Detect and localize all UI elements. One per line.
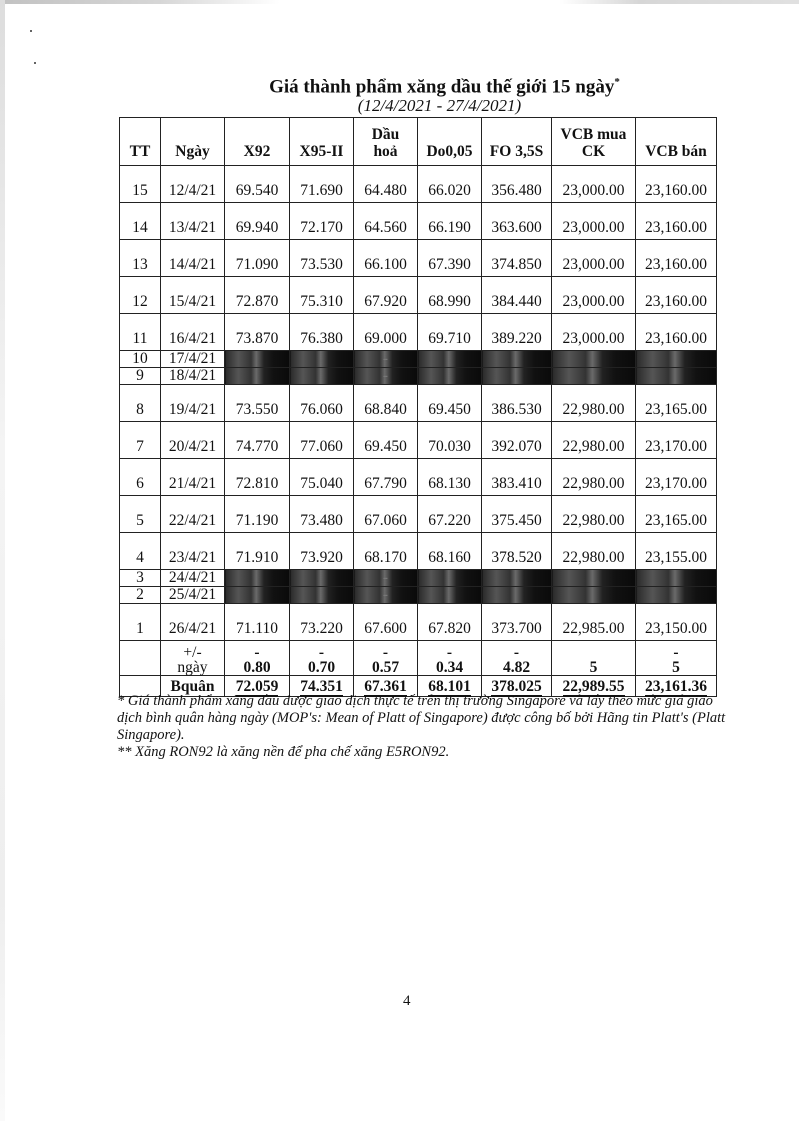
cell-fuel-oil [482, 368, 552, 385]
cell-vcb-buy: 22,980.00 [552, 533, 636, 570]
cell-x95: 73.220 [290, 604, 354, 641]
cell-x95: 72.170 [290, 203, 354, 240]
table-row [120, 385, 717, 422]
cell-vcb-buy [552, 368, 636, 385]
cell-date: 13/4/21 [161, 203, 225, 240]
cell-date: 20/4/21 [161, 422, 225, 459]
cell-diesel: 66.020 [418, 166, 482, 203]
fuel-price-table [119, 117, 717, 697]
table-header-row [120, 118, 717, 166]
header-date: Ngày [161, 118, 225, 166]
daily-change-row [120, 641, 717, 676]
cell-kerosene: 64.560 [354, 203, 418, 240]
average-kerosene: 67.361 [354, 676, 418, 697]
cell-fuel-oil: 356.480 [482, 166, 552, 203]
cell-vcb-buy: 23,000.00 [552, 203, 636, 240]
cell-kerosene: 64.480 [354, 166, 418, 203]
scan-speck [34, 62, 36, 64]
cell-x92: 71.910 [225, 533, 290, 570]
cell-vcb-buy: 22,980.00 [552, 459, 636, 496]
cell-date: 25/4/21 [161, 587, 225, 604]
cell-kerosene: 69.000 [354, 314, 418, 351]
table-row [120, 496, 717, 533]
cell-tt: 9 [120, 368, 161, 385]
cell-vcb-sell [636, 368, 717, 385]
cell-fuel-oil: 389.220 [482, 314, 552, 351]
cell-tt: 7 [120, 422, 161, 459]
average-diesel: 68.101 [418, 676, 482, 697]
cell-kerosene: 67.790 [354, 459, 418, 496]
table-row [120, 604, 717, 641]
cell-x92: 69.940 [225, 203, 290, 240]
cell-date: 22/4/21 [161, 496, 225, 533]
cell-x95: 73.920 [290, 533, 354, 570]
cell-kerosene: - [354, 368, 418, 385]
cell-x92: 71.090 [225, 240, 290, 277]
cell-tt: 15 [120, 166, 161, 203]
weekend-row [120, 351, 717, 368]
cell-date: 17/4/21 [161, 351, 225, 368]
cell-date: 12/4/21 [161, 166, 225, 203]
cell-x92: 71.190 [225, 496, 290, 533]
cell-vcb-sell: 23,165.00 [636, 496, 717, 533]
cell-date: 21/4/21 [161, 459, 225, 496]
average-label: Bquân [161, 676, 225, 697]
scan-speck [30, 30, 32, 32]
table-row [120, 277, 717, 314]
cell-vcb-buy: 22,985.00 [552, 604, 636, 641]
cell-kerosene: - [354, 587, 418, 604]
cell-fuel-oil: 373.700 [482, 604, 552, 641]
cell-vcb-sell: 23,165.00 [636, 385, 717, 422]
header-vcb-buy: VCB mua CK [552, 118, 636, 166]
cell-x92: 73.870 [225, 314, 290, 351]
cell-tt: 13 [120, 240, 161, 277]
cell-diesel [418, 368, 482, 385]
cell-tt: 12 [120, 277, 161, 314]
cell-x92 [225, 351, 290, 368]
cell-vcb-buy: 23,000.00 [552, 166, 636, 203]
cell-x92 [225, 570, 290, 587]
cell-vcb-buy [552, 587, 636, 604]
cell-diesel [418, 570, 482, 587]
cell-kerosene: 69.450 [354, 422, 418, 459]
cell-date: 26/4/21 [161, 604, 225, 641]
cell-x92: 72.810 [225, 459, 290, 496]
delta-empty-cell [120, 641, 161, 676]
cell-vcb-sell: 23,160.00 [636, 277, 717, 314]
header-x92: X92 [225, 118, 290, 166]
cell-x95 [290, 570, 354, 587]
cell-x92: 69.540 [225, 166, 290, 203]
cell-tt: 10 [120, 351, 161, 368]
cell-tt: 3 [120, 570, 161, 587]
weekend-row [120, 570, 717, 587]
cell-diesel: 69.710 [418, 314, 482, 351]
delta-kerosene: - 0.57 [354, 641, 418, 676]
delta-label: +/- ngày [161, 641, 225, 676]
cell-kerosene: 67.060 [354, 496, 418, 533]
cell-x92: 71.110 [225, 604, 290, 641]
cell-diesel: 70.030 [418, 422, 482, 459]
cell-vcb-sell: 23,160.00 [636, 166, 717, 203]
cell-x95: 76.380 [290, 314, 354, 351]
cell-diesel: 66.190 [418, 203, 482, 240]
footnotes [117, 693, 732, 761]
cell-fuel-oil: 384.440 [482, 277, 552, 314]
title-footnote-mark: * [614, 76, 620, 88]
cell-fuel-oil: 374.850 [482, 240, 552, 277]
scan-edge-left [0, 0, 5, 1121]
header-x95: X95-II [290, 118, 354, 166]
cell-kerosene: 68.170 [354, 533, 418, 570]
average-vcb-sell: 23,161.36 [636, 676, 717, 697]
cell-tt: 6 [120, 459, 161, 496]
cell-tt: 8 [120, 385, 161, 422]
cell-kerosene: 68.840 [354, 385, 418, 422]
cell-tt: 11 [120, 314, 161, 351]
cell-fuel-oil: 383.410 [482, 459, 552, 496]
cell-kerosene: 66.100 [354, 240, 418, 277]
cell-x92: 74.770 [225, 422, 290, 459]
average-fuel-oil: 378.025 [482, 676, 552, 697]
cell-date: 24/4/21 [161, 570, 225, 587]
cell-date: 19/4/21 [161, 385, 225, 422]
cell-vcb-buy [552, 351, 636, 368]
cell-vcb-buy: 22,980.00 [552, 422, 636, 459]
table-row [120, 203, 717, 240]
cell-fuel-oil: 386.530 [482, 385, 552, 422]
cell-date: 23/4/21 [161, 533, 225, 570]
cell-kerosene: - [354, 570, 418, 587]
cell-tt: 1 [120, 604, 161, 641]
cell-fuel-oil: 363.600 [482, 203, 552, 240]
cell-vcb-buy: 23,000.00 [552, 314, 636, 351]
cell-kerosene: - [354, 351, 418, 368]
header-tt: TT [120, 118, 161, 166]
cell-date: 18/4/21 [161, 368, 225, 385]
cell-fuel-oil: 392.070 [482, 422, 552, 459]
delta-vcb-sell: - 5 [636, 641, 717, 676]
cell-fuel-oil: 375.450 [482, 496, 552, 533]
cell-vcb-sell: 23,160.00 [636, 203, 717, 240]
cell-diesel: 68.130 [418, 459, 482, 496]
cell-vcb-buy: 22,980.00 [552, 385, 636, 422]
cell-diesel: 68.160 [418, 533, 482, 570]
cell-tt: 4 [120, 533, 161, 570]
cell-diesel: 67.390 [418, 240, 482, 277]
cell-x95: 75.310 [290, 277, 354, 314]
cell-vcb-sell: 23,170.00 [636, 422, 717, 459]
cell-kerosene: 67.920 [354, 277, 418, 314]
footnote-ron92: ** Xăng RON92 là xăng nền để pha chế xăng E5RON92. [117, 744, 450, 760]
cell-vcb-sell: 23,150.00 [636, 604, 717, 641]
cell-x95 [290, 587, 354, 604]
cell-vcb-sell [636, 587, 717, 604]
table-row [120, 459, 717, 496]
cell-vcb-buy [552, 570, 636, 587]
cell-x95 [290, 368, 354, 385]
average-vcb-buy: 22,989.55 [552, 676, 636, 697]
cell-x95: 71.690 [290, 166, 354, 203]
cell-diesel: 67.820 [418, 604, 482, 641]
cell-vcb-sell: 23,160.00 [636, 314, 717, 351]
cell-vcb-sell: 23,170.00 [636, 459, 717, 496]
cell-tt: 5 [120, 496, 161, 533]
average-x95: 74.351 [290, 676, 354, 697]
cell-x95: 73.530 [290, 240, 354, 277]
cell-diesel [418, 587, 482, 604]
scan-edge-top [0, 0, 799, 4]
cell-vcb-sell: 23,160.00 [636, 240, 717, 277]
cell-x92 [225, 368, 290, 385]
cell-vcb-sell: 23,155.00 [636, 533, 717, 570]
average-x92: 72.059 [225, 676, 290, 697]
weekend-row [120, 368, 717, 385]
cell-diesel [418, 351, 482, 368]
cell-date: 16/4/21 [161, 314, 225, 351]
cell-diesel: 67.220 [418, 496, 482, 533]
cell-x92: 72.870 [225, 277, 290, 314]
cell-x92: 73.550 [225, 385, 290, 422]
cell-fuel-oil [482, 587, 552, 604]
cell-x92 [225, 587, 290, 604]
cell-vcb-buy: 23,000.00 [552, 240, 636, 277]
delta-x95: - 0.70 [290, 641, 354, 676]
document-subtitle: (12/4/2021 - 27/4/2021) [357, 96, 522, 115]
cell-tt: 14 [120, 203, 161, 240]
page-number: 4 [403, 993, 411, 1009]
footnote-singapore-pricing: * Giá thành phẩm xăng dầu được giao dịch thực tế trên thị trường Singapore và lấy theo mức giá giao dịch bình quân hàng ngày (MOP's: Mean of Platt of Singapore) được công bố bởi Hãng tin Platt's (Platt Singapore). [117, 693, 726, 743]
table-row [120, 240, 717, 277]
cell-diesel: 68.990 [418, 277, 482, 314]
cell-fuel-oil [482, 351, 552, 368]
header-vcb-sell: VCB bán [636, 118, 717, 166]
cell-fuel-oil [482, 570, 552, 587]
cell-kerosene: 67.600 [354, 604, 418, 641]
cell-vcb-buy: 22,980.00 [552, 496, 636, 533]
table-row [120, 166, 717, 203]
cell-vcb-sell [636, 570, 717, 587]
document-title: Giá thành phẩm xăng dầu thế giới 15 ngày* [269, 76, 620, 98]
cell-x95: 77.060 [290, 422, 354, 459]
delta-x92: - 0.80 [225, 641, 290, 676]
weekend-row [120, 587, 717, 604]
cell-x95: 73.480 [290, 496, 354, 533]
cell-vcb-sell [636, 351, 717, 368]
cell-fuel-oil: 378.520 [482, 533, 552, 570]
delta-vcb-buy: 5 [552, 641, 636, 676]
cell-date: 14/4/21 [161, 240, 225, 277]
delta-fuel-oil: - 4.82 [482, 641, 552, 676]
cell-x95 [290, 351, 354, 368]
header-diesel: Do0,05 [418, 118, 482, 166]
cell-date: 15/4/21 [161, 277, 225, 314]
table-row [120, 422, 717, 459]
table-row [120, 314, 717, 351]
header-fuel-oil: FO 3,5S [482, 118, 552, 166]
table-row [120, 533, 717, 570]
cell-vcb-buy: 23,000.00 [552, 277, 636, 314]
header-kerosene: Dầu hoả [354, 118, 418, 166]
cell-x95: 75.040 [290, 459, 354, 496]
cell-x95: 76.060 [290, 385, 354, 422]
cell-diesel: 69.450 [418, 385, 482, 422]
delta-diesel: - 0.34 [418, 641, 482, 676]
cell-tt: 2 [120, 587, 161, 604]
